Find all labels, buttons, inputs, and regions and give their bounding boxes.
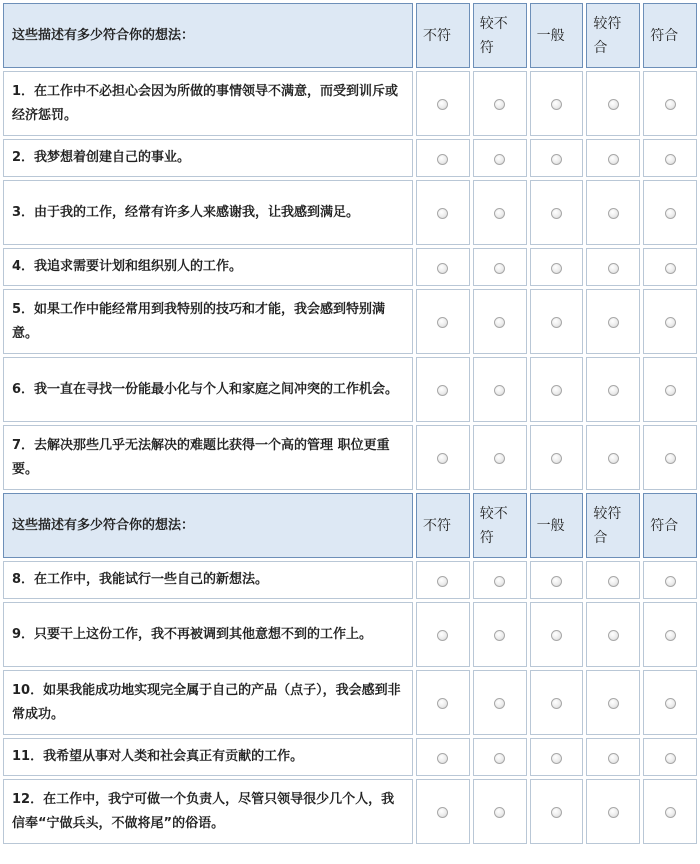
- q1-radio-option-3[interactable]: [551, 99, 562, 110]
- question-row-7: [3, 425, 697, 490]
- q9-radio-option-3[interactable]: [551, 630, 562, 641]
- question-row-10: [3, 670, 697, 735]
- question-row-2: [3, 139, 697, 177]
- q4-radio-option-5[interactable]: [665, 263, 676, 274]
- q11-radio-option-4[interactable]: [608, 753, 619, 764]
- q3-radio-option-2[interactable]: [494, 208, 505, 219]
- question-text-9: 9．只要干上这份工作，我不再被调到其他意想不到的工作上。: [3, 602, 413, 667]
- q5-radio-option-3[interactable]: [551, 317, 562, 328]
- q11-radio-option-3[interactable]: [551, 753, 562, 764]
- question-row-11: [3, 738, 697, 776]
- q10-radio-option-3[interactable]: [551, 698, 562, 709]
- header-label: 这些描述有多少符合你的想法：: [3, 3, 413, 68]
- q5-radio-option-2[interactable]: [494, 317, 505, 328]
- q6-radio-option-5[interactable]: [665, 385, 676, 396]
- option-header-2-2: 较不符: [473, 493, 527, 558]
- option-header-2: 较不符: [473, 3, 527, 68]
- question-text-4: 4．我追求需要计划和组织别人的工作。: [3, 248, 413, 286]
- question-text-7: 7．去解决那些几乎无法解决的难题比获得一个高的管理 职位更重要。: [3, 425, 413, 490]
- q3-radio-option-1[interactable]: [437, 208, 448, 219]
- q1-radio-option-4[interactable]: [608, 99, 619, 110]
- q7-radio-option-1[interactable]: [437, 453, 448, 464]
- question-text-12: 12．在工作中，我宁可做一个负责人，尽管只领导很少几个人，我信奉“宁做兵头，不做将尾”的俗语。: [3, 779, 413, 844]
- q3-radio-option-3[interactable]: [551, 208, 562, 219]
- header-label-2: 这些描述有多少符合你的想法：: [3, 493, 413, 558]
- q2-radio-option-4[interactable]: [608, 154, 619, 165]
- q1-radio-option-1[interactable]: [437, 99, 448, 110]
- question-row-4: [3, 248, 697, 286]
- q2-radio-option-2[interactable]: [494, 154, 505, 165]
- question-text-11: 11．我希望从事对人类和社会真正有贡献的工作。: [3, 738, 413, 776]
- q6-radio-option-4[interactable]: [608, 385, 619, 396]
- q9-radio-option-4[interactable]: [608, 630, 619, 641]
- q4-radio-option-4[interactable]: [608, 263, 619, 274]
- q7-radio-option-5[interactable]: [665, 453, 676, 464]
- option-header-3: 一般: [530, 3, 584, 68]
- option-header-5: 符合: [643, 3, 697, 68]
- q4-radio-option-2[interactable]: [494, 263, 505, 274]
- question-row-9: [3, 602, 697, 667]
- q8-radio-option-3[interactable]: [551, 576, 562, 587]
- option-header-4: 较符合: [586, 3, 640, 68]
- q7-radio-option-3[interactable]: [551, 453, 562, 464]
- q2-radio-option-3[interactable]: [551, 154, 562, 165]
- option-header-2-5: 符合: [643, 493, 697, 558]
- option-header-2-4: 较符合: [586, 493, 640, 558]
- q6-radio-option-1[interactable]: [437, 385, 448, 396]
- q8-radio-option-1[interactable]: [437, 576, 448, 587]
- q8-radio-option-2[interactable]: [494, 576, 505, 587]
- q10-radio-option-1[interactable]: [437, 698, 448, 709]
- q4-radio-option-1[interactable]: [437, 263, 448, 274]
- option-header-1: 不符: [416, 3, 470, 68]
- q11-radio-option-5[interactable]: [665, 753, 676, 764]
- q6-radio-option-3[interactable]: [551, 385, 562, 396]
- q10-radio-option-2[interactable]: [494, 698, 505, 709]
- question-text-8: 8．在工作中，我能试行一些自己的新想法。: [3, 561, 413, 599]
- question-text-5: 5．如果工作中能经常用到我特别的技巧和才能，我会感到特别满意。: [3, 289, 413, 354]
- q11-radio-option-1[interactable]: [437, 753, 448, 764]
- question-text-3: 3．由于我的工作，经常有许多人来感谢我，让我感到满足。: [3, 180, 413, 245]
- q9-radio-option-5[interactable]: [665, 630, 676, 641]
- q9-radio-option-1[interactable]: [437, 630, 448, 641]
- q5-radio-option-1[interactable]: [437, 317, 448, 328]
- question-row-5: [3, 289, 697, 354]
- question-row-1: [3, 71, 697, 136]
- header-row-2: [3, 493, 697, 558]
- q5-radio-option-4[interactable]: [608, 317, 619, 328]
- question-row-3: [3, 180, 697, 245]
- q11-radio-option-2[interactable]: [494, 753, 505, 764]
- q2-radio-option-5[interactable]: [665, 154, 676, 165]
- q3-radio-option-5[interactable]: [665, 208, 676, 219]
- header-row: [3, 3, 697, 68]
- q4-radio-option-3[interactable]: [551, 263, 562, 274]
- q10-radio-option-4[interactable]: [608, 698, 619, 709]
- question-text-10: 10．如果我能成功地实现完全属于自己的产品（点子），我会感到非常成功。: [3, 670, 413, 735]
- q12-radio-option-3[interactable]: [551, 807, 562, 818]
- q8-radio-option-5[interactable]: [665, 576, 676, 587]
- q7-radio-option-4[interactable]: [608, 453, 619, 464]
- q10-radio-option-5[interactable]: [665, 698, 676, 709]
- q7-radio-option-2[interactable]: [494, 453, 505, 464]
- option-header-2-3: 一般: [530, 493, 584, 558]
- question-text-1: 1．在工作中不必担心会因为所做的事情领导不满意，而受到训斥或经济惩罚。: [3, 71, 413, 136]
- q1-radio-option-2[interactable]: [494, 99, 505, 110]
- q2-radio-option-1[interactable]: [437, 154, 448, 165]
- q6-radio-option-2[interactable]: [494, 385, 505, 396]
- question-row-6: [3, 357, 697, 422]
- q1-radio-option-5[interactable]: [665, 99, 676, 110]
- option-header-2-1: 不符: [416, 493, 470, 558]
- q5-radio-option-5[interactable]: [665, 317, 676, 328]
- question-row-12: [3, 779, 697, 844]
- q12-radio-option-2[interactable]: [494, 807, 505, 818]
- q12-radio-option-4[interactable]: [608, 807, 619, 818]
- question-text-6: 6．我一直在寻找一份能最小化与个人和家庭之间冲突的工作机会。: [3, 357, 413, 422]
- q12-radio-option-1[interactable]: [437, 807, 448, 818]
- question-row-8: [3, 561, 697, 599]
- question-text-2: 2．我梦想着创建自己的事业。: [3, 139, 413, 177]
- q12-radio-option-5[interactable]: [665, 807, 676, 818]
- q9-radio-option-2[interactable]: [494, 630, 505, 641]
- q8-radio-option-4[interactable]: [608, 576, 619, 587]
- q3-radio-option-4[interactable]: [608, 208, 619, 219]
